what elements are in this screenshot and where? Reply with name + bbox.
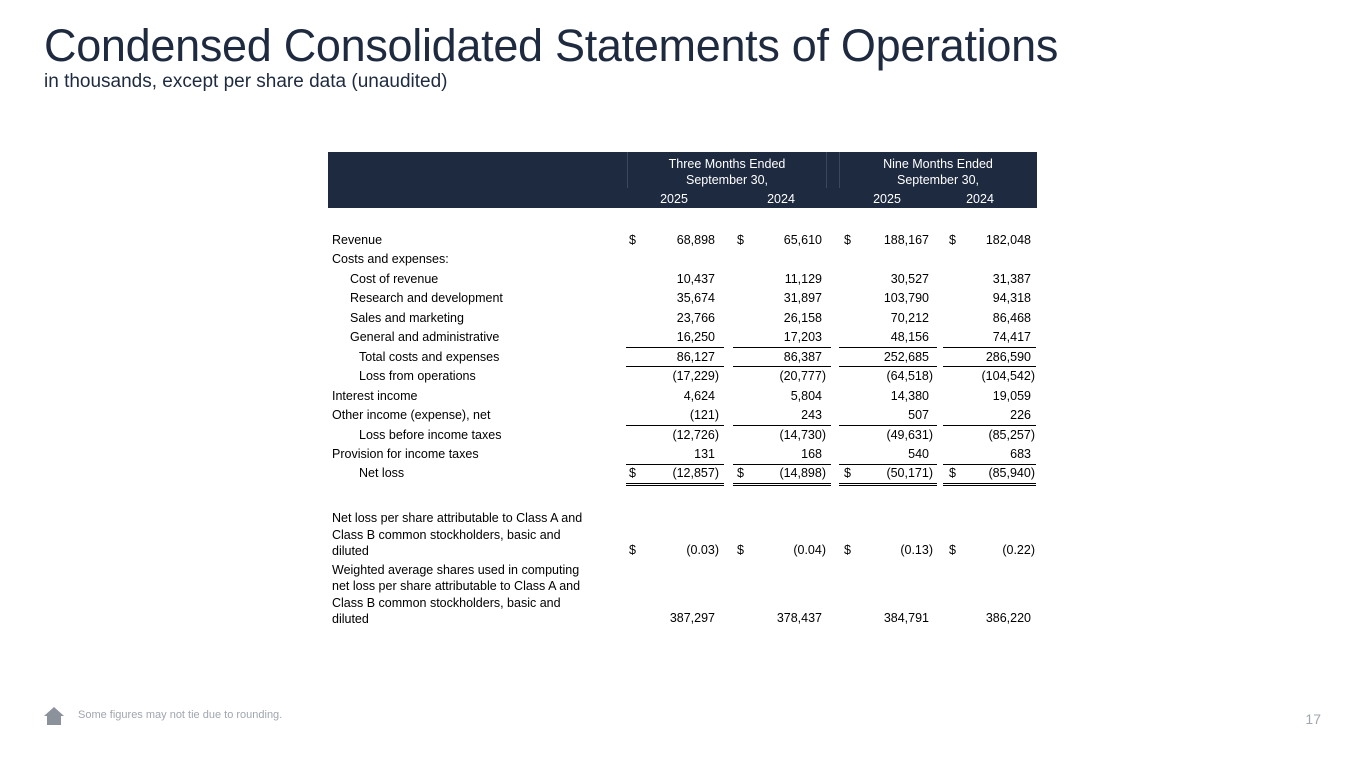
footnote: Some figures may not tie due to rounding. bbox=[78, 709, 283, 721]
header-year-q-2025: 2025 bbox=[660, 192, 688, 206]
financial-table: Three Months Ended September 30, Nine Months Ended September 30, 2025 2024 2025 2024 Revenue $ 68,898 $ 65,610 $ 188,167 $ 182,048 Costs and expenses: Cost of revenue 10,437 11,129 30,527 31,387 Research and development 35,674 31,897 103,790 94,318 Sales and marketing 23,766 26,158 70,212 86,468 General and administrative 16,250 17,203 48,156 74,417 Total costs and expenses 86,127 86,387 252,685 286,590 Loss from operations (17,229) (20,777) (64,518) (104,542) Interest income 4,624 5,804 14,380 19,059 Other income (expense), net (121) 243 507 226 Loss before income taxes (12,726) (14,730) (49,631) (85,257) Provision for income taxes 131 168 540 683 Net loss $ (12,857) $ (14,898) $ (50,171) $ (85,940) Net loss per share attributable to Class A and Class B common stockholders, basic and diluted $ (0.03) $ (0.04) $ (0.13) $ (0.22) Weighted average shares used in computing net loss per share attributable to Class A and Class B common stockholders, basic and diluted 387,297 378,437 384,791 386,220 bbox=[328, 152, 1037, 632]
header-year-ytd-2024: 2024 bbox=[966, 192, 994, 206]
header-three-months: Three Months Ended September 30, bbox=[668, 157, 786, 187]
row-loss-before-taxes: Loss before income taxes (12,726) (14,730) (49,631) (85,257) bbox=[359, 428, 1035, 442]
row-sales-marketing: Sales and marketing 23,766 26,158 70,212 86,468 bbox=[350, 311, 1031, 325]
row-other-income: Other income (expense), net (121) 243 507 226 bbox=[332, 408, 1031, 422]
row-costs-heading: Costs and expenses: bbox=[332, 252, 449, 266]
row-revenue: Revenue $ 68,898 $ 65,610 $ 188,167 $ 182,048 bbox=[332, 233, 1031, 247]
row-provision-taxes: Provision for income taxes 131 168 540 683 bbox=[332, 447, 1031, 461]
row-loss-from-operations: Loss from operations (17,229) (20,777) (64,518) (104,542) bbox=[359, 369, 1035, 383]
header-nine-months: Nine Months Ended September 30, bbox=[883, 157, 993, 187]
home-icon bbox=[43, 706, 65, 726]
page-subtitle: in thousands, except per share data (unaudited) bbox=[44, 71, 448, 92]
row-general-administrative: General and administrative 16,250 17,203 48,156 74,417 bbox=[350, 330, 1031, 344]
row-total-costs: Total costs and expenses 86,127 86,387 252,685 286,590 bbox=[359, 350, 1031, 364]
page-title: Condensed Consolidated Statements of Operations bbox=[44, 20, 1059, 71]
row-interest-income: Interest income 4,624 5,804 14,380 19,059 bbox=[332, 389, 1031, 403]
row-research-development: Research and development 35,674 31,897 103,790 94,318 bbox=[350, 291, 1031, 305]
table-header bbox=[328, 152, 1037, 208]
row-cost-of-revenue: Cost of revenue 10,437 11,129 30,527 31,387 bbox=[350, 272, 1031, 286]
page-number: 17 bbox=[1305, 711, 1321, 727]
header-year-ytd-2025: 2025 bbox=[873, 192, 901, 206]
header-year-q-2024: 2024 bbox=[767, 192, 795, 206]
row-net-loss: Net loss $ (12,857) $ (14,898) $ (50,171) $ (85,940) bbox=[359, 466, 1035, 480]
